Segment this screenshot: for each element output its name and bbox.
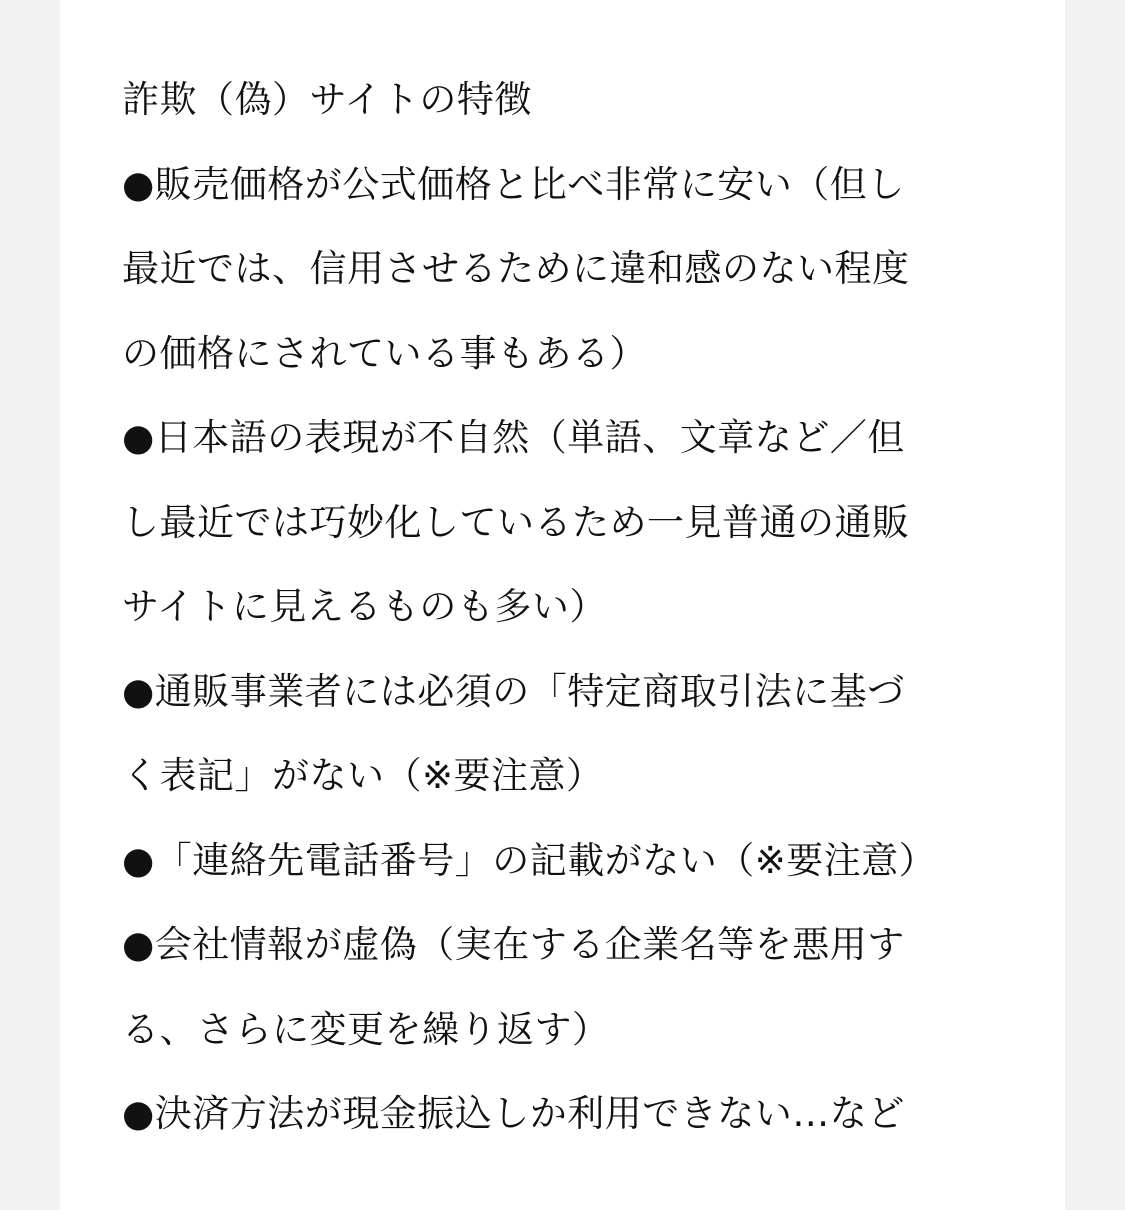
text-line: サイトに見えるものも多い） (122, 585, 607, 628)
article-title: 詐欺（偽）サイトの特徴 (122, 78, 532, 121)
article-body (122, 58, 1012, 1157)
article-card (60, 0, 1065, 1210)
text-line: 最近では、信用させるために違和感のない程度 (122, 247, 910, 290)
text-line: ●販売価格が公式価格と比べ非常に安い（但し (122, 162, 905, 206)
text-line: く表記」がない（※要注意） (122, 754, 604, 797)
text-line: る、さらに変更を繰り返す） (122, 1007, 610, 1051)
text-line: ●決済方法が現金振込しか利用できない…など (122, 1092, 905, 1135)
text-line: ●日本語の表現が不自然（単語、文章など／但 (122, 416, 905, 459)
text-line: の価格にされている事もある） (122, 331, 647, 375)
text-line: ●通販事業者には必須の「特定商取引法に基づ (122, 669, 905, 713)
text-line: ●会社情報が虚偽（実在する企業名等を悪用す (122, 923, 905, 966)
text-line: ●「連絡先電話番号」の記載がない（※要注意） (122, 838, 937, 882)
text-line: し最近では巧妙化しているため一見普通の通販 (122, 500, 910, 544)
